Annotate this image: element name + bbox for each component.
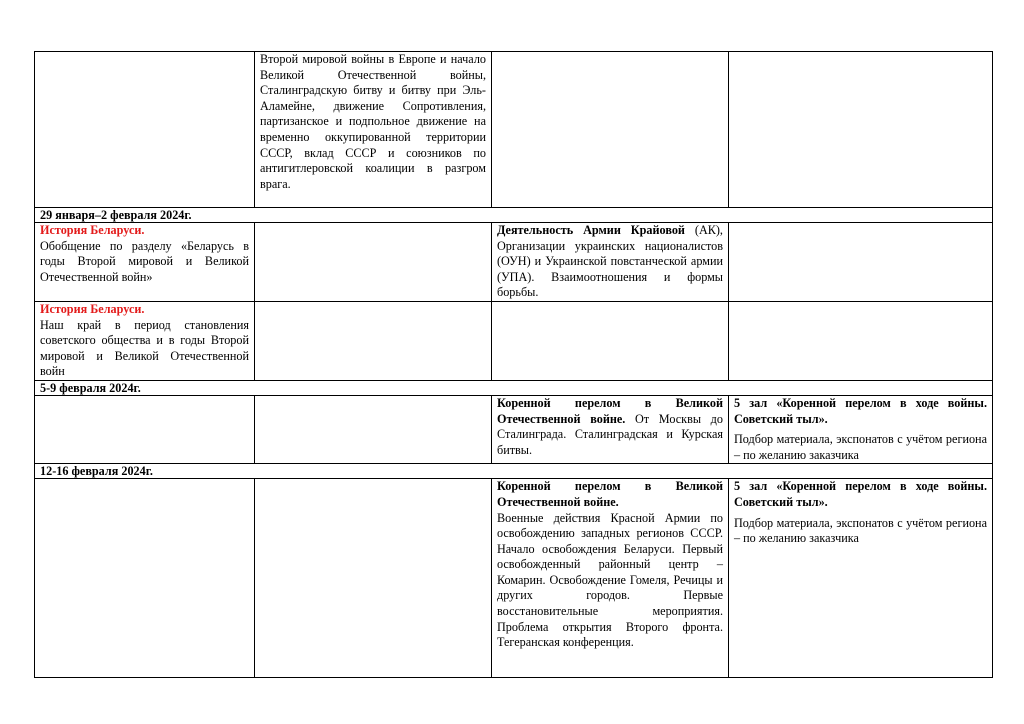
cell-text: Подбор материала, экспонатов с учётом региона – по желанию заказчика	[734, 515, 987, 546]
table-cell	[35, 479, 255, 678]
table-cell	[729, 395, 993, 463]
topic-title: История Беларуси.	[40, 301, 145, 316]
cell-text: Подбор материала, экспонатов с учётом региона – по желанию заказчика	[734, 432, 987, 462]
table-cell	[729, 479, 993, 678]
table-cell	[255, 301, 492, 380]
table-cell	[492, 395, 729, 463]
table-row	[35, 395, 993, 463]
cell-text: (АК), Организации украинских националистов (ОУН) и Украинской повстанческой армии (УПА). Взаимоотношения и формы борьбы.	[497, 223, 723, 300]
museum-hall-title: 5 зал «Коренной перелом в ходе войны. Советский тыл».	[734, 479, 987, 509]
date-row	[35, 208, 993, 223]
cell-text: От Москвы до Сталинграда. Сталинградская и Курская битвы.	[497, 411, 723, 457]
topic-bold-text: Деятельность Армии Крайовой	[497, 223, 685, 237]
date-heading: 29 января–2 февраля 2024г.	[35, 208, 993, 223]
table-cell	[255, 395, 492, 463]
table-cell	[255, 479, 492, 678]
table-cell	[729, 223, 993, 302]
museum-hall-title: 5 зал «Коренной перелом в ходе войны. Советский тыл».	[734, 395, 987, 426]
schedule-table	[34, 51, 993, 678]
table-row	[35, 223, 993, 302]
table-cell	[35, 223, 255, 302]
table-cell	[255, 223, 492, 302]
table-cell	[492, 223, 729, 302]
table-row	[35, 52, 993, 208]
date-heading: 12-16 февраля 2024г.	[35, 464, 993, 479]
cell-text: Обобщение по разделу «Беларусь в годы Второй мировой и Великой Отечественной войн»	[40, 238, 249, 284]
topic-title: История Беларуси.	[40, 223, 145, 237]
cell-text: Военные действия Красной Армии по освобождению западных регионов СССР. Начало освобождения Беларуси. Первый освобожденный районный центр – Комарин. Освобождение Гомеля, Речицы и других городов. Первые восстановительные мероприятия. Проблема открытия Второго фронта. Тегеранская конференция.	[497, 510, 723, 650]
document-page	[34, 51, 992, 678]
table-cell	[492, 479, 729, 678]
date-heading: 5-9 февраля 2024г.	[35, 380, 993, 395]
topic-bold-text: Коренной перелом в Великой Отечественной войне.	[497, 395, 723, 426]
table-cell	[492, 301, 729, 380]
cell-text: Наш край в период становления советского общества и в годы Второй мировой и Великой Отечественной войн	[40, 317, 249, 379]
date-row	[35, 380, 993, 395]
table-cell	[35, 395, 255, 463]
table-cell	[729, 301, 993, 380]
table-row	[35, 301, 993, 380]
topic-bold-text: Коренной перелом в Великой Отечественной войне.	[497, 479, 723, 509]
table-cell	[729, 52, 993, 208]
table-cell	[35, 301, 255, 380]
table-cell	[255, 52, 492, 208]
table-row	[35, 479, 993, 678]
table-cell	[35, 52, 255, 208]
cell-text: Второй мировой войны в Европе и начало Великой Отечественной войны, Сталинградскую битву и битву при Эль-Аламейне, движение Сопротивления, партизанское и подпольное движение на временно оккупированной территории СССР, вклад СССР и союзников по антигитлеровской коалиции в разгром врага.	[260, 52, 486, 191]
table-cell	[492, 52, 729, 208]
date-row	[35, 464, 993, 479]
